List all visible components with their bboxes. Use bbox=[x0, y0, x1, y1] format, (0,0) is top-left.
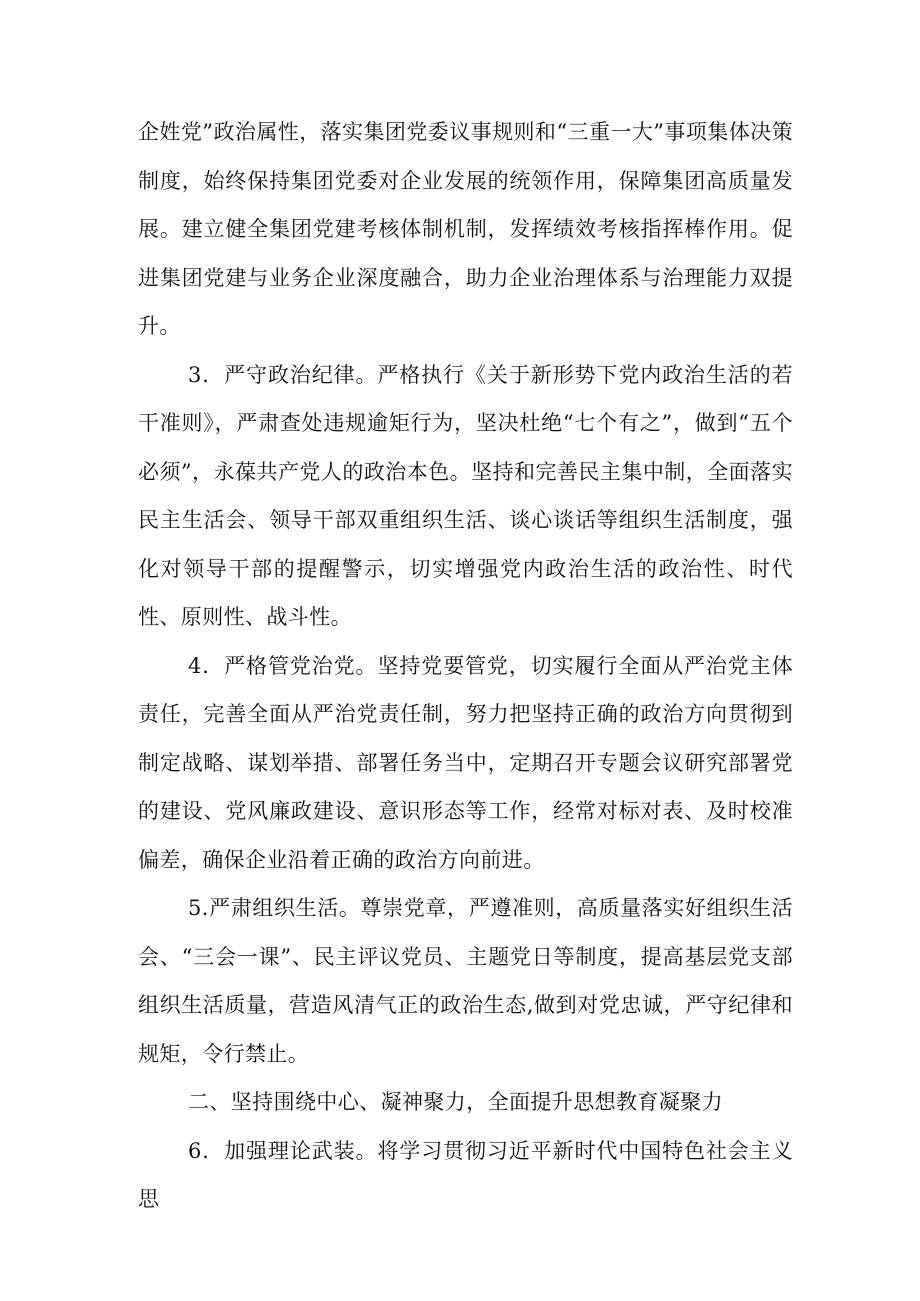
paragraph-item-4: 4．严格管党治党。坚持党要管党，切实履行全面从严治党主体责任，完善全面从严治党责任制，努力把坚持正确的政治方向贯彻到制定战略、谋划举措、部署任务当中，定期召开专题会议研究部署党的建设、党风廉政建设、意识形态等工作，经常对标对表、及时校准偏差，确保企业沿着正确的政治方向前进。 bbox=[138, 653, 793, 872]
section-heading-2: 二、坚持围绕中心、凝神聚力，全面提升思想教育凝聚力 bbox=[188, 1090, 723, 1114]
paragraph-item-3: 3．严守政治纪律。严格执行《关于新形势下党内政治生活的若干准则》，严肃查处违规逾矩行为，坚决杜绝“七个有之”，做到“五个必须”，永葆共产党人的政治本色。坚持和完善民主集中制，全面落实民主生活会、领导干部双重组织生活、谈心谈话等组织生活制度，强化对领导干部的提醒警示，切实增强党内政治生活的政治性、时代性、原则性、战斗性。 bbox=[138, 362, 793, 629]
paragraph-continuation: 企姓党”政治属性，落实集团党委议事规则和“三重一大”事项集体决策制度，始终保持集团党委对企业发展的统领作用，保障集团高质量发展。建立健全集团党建考核体制机制，发挥绩效考核指挥棒作用。促进集团党建与业务企业深度融合，助力企业治理体系与治理能力双提升。 bbox=[138, 120, 793, 338]
paragraph-item-5: 5.严肃组织生活。尊崇党章，严遵准则，高质量落实好组织生活会、“三会一课”、民主评议党员、主题党日等制度，提高基层党支部组织生活质量，营造风清气正的政治生态,做到对党忠诚，严守纪律和规矩，令行禁止。 bbox=[138, 896, 793, 1066]
document-body bbox=[138, 108, 793, 1224]
paragraph-item-6: 6．加强理论武装。将学习贯彻习近平新时代中国特色社会主义思 bbox=[138, 1138, 793, 1211]
